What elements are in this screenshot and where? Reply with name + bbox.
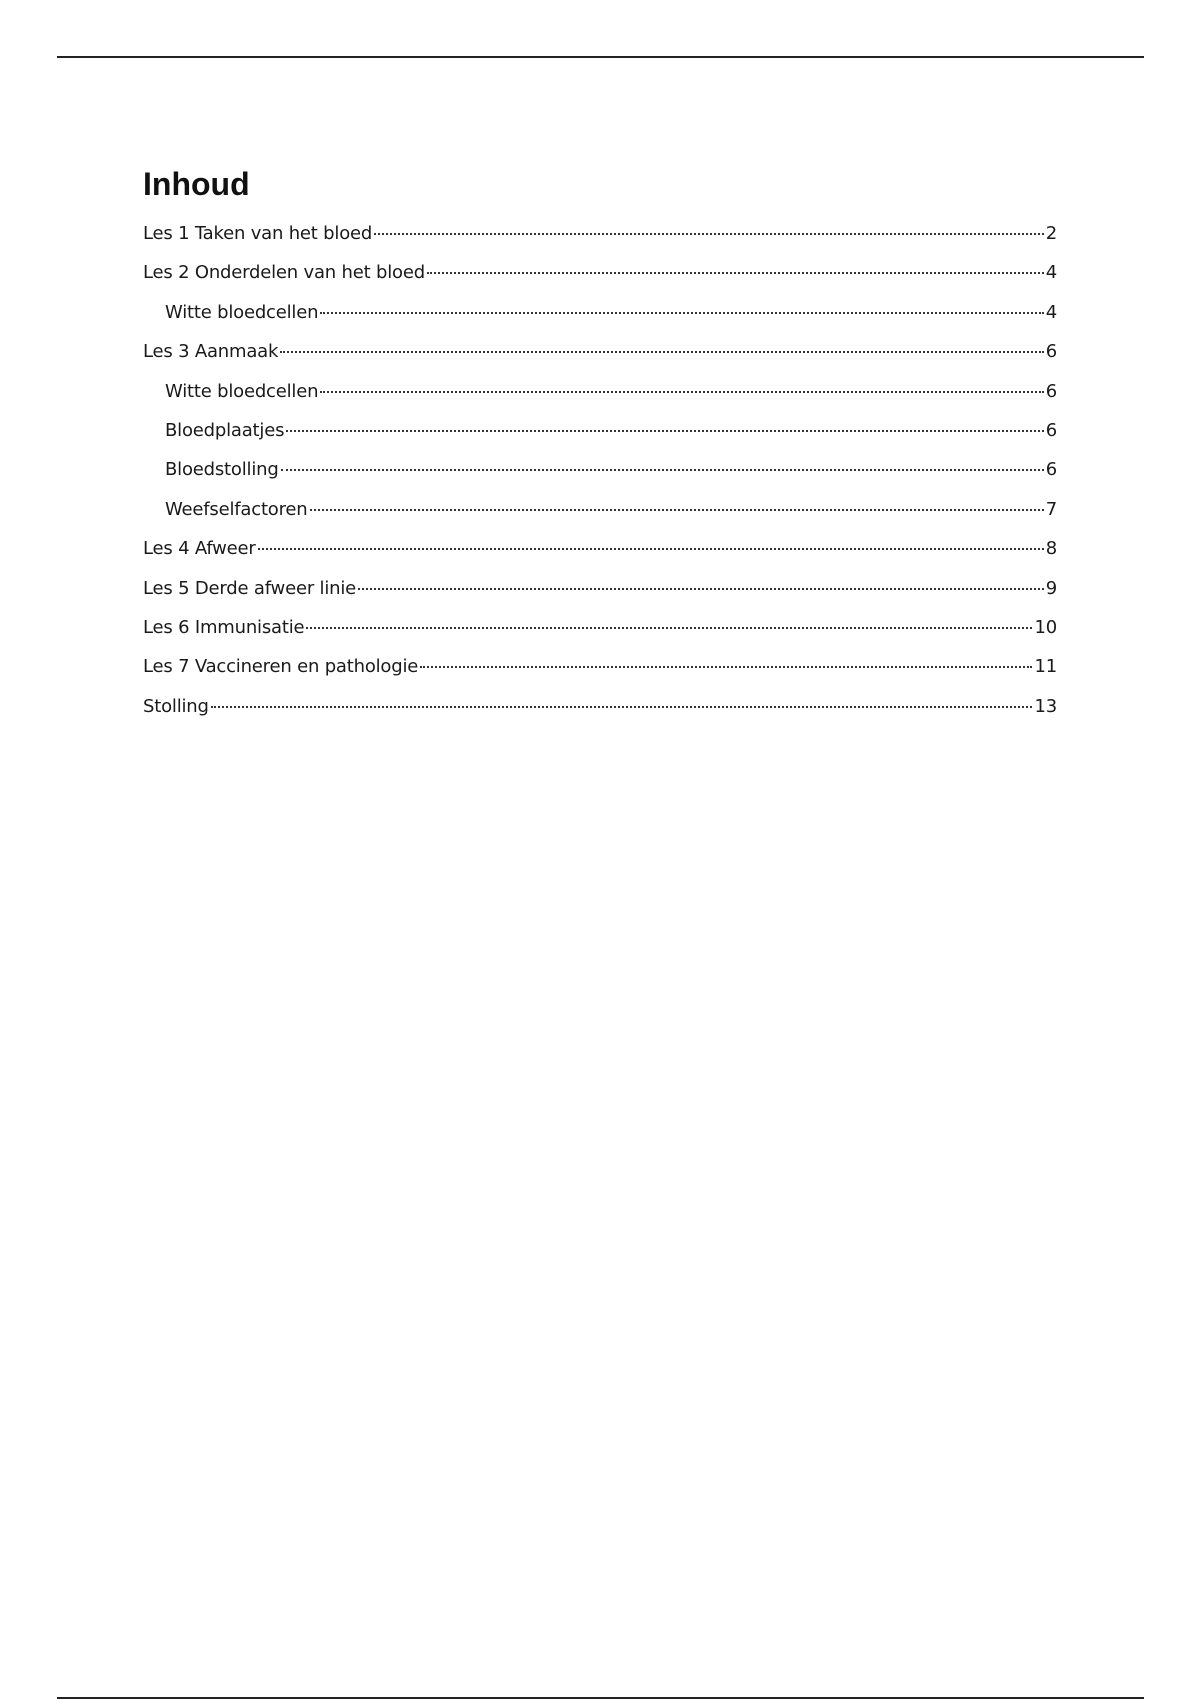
toc-entry[interactable] <box>143 496 1057 535</box>
dot-leader <box>374 233 1044 235</box>
toc-entry-page-number: 13 <box>1034 695 1057 717</box>
toc-entry[interactable] <box>143 220 1057 259</box>
toc-entry-page-number: 7 <box>1045 498 1057 520</box>
toc-entry[interactable] <box>143 693 1057 732</box>
dot-leader <box>286 430 1043 432</box>
dot-leader <box>358 588 1044 590</box>
toc-entry[interactable] <box>143 259 1057 298</box>
dot-leader <box>310 509 1044 511</box>
dot-leader <box>306 627 1032 629</box>
toc-entry-page-number: 6 <box>1045 459 1057 481</box>
toc-entry-page-number: 6 <box>1045 341 1057 363</box>
table-of-contents <box>143 220 1057 732</box>
toc-entry-page-number: 6 <box>1045 380 1057 402</box>
toc-entry-page-number: 2 <box>1045 223 1057 244</box>
toc-entry-label: Les 5 Derde afweer linie <box>143 577 357 599</box>
toc-entry-label: Les 2 Onderdelen van het bloed <box>143 262 425 284</box>
dot-leader <box>280 351 1044 353</box>
toc-entry[interactable] <box>143 653 1057 692</box>
toc-entry[interactable] <box>143 456 1057 495</box>
toc-entry[interactable] <box>143 417 1057 456</box>
toc-entry-page-number: 6 <box>1045 419 1057 441</box>
toc-entry[interactable] <box>143 575 1057 614</box>
toc-entry-label: Bloedstolling <box>165 459 279 481</box>
toc-entry-label: Les 6 Immunisatie <box>143 616 305 638</box>
toc-entry-page-number: 4 <box>1045 301 1057 323</box>
footer-rule <box>57 1697 1144 1699</box>
dot-leader <box>427 272 1044 274</box>
dot-leader <box>281 469 1044 471</box>
toc-entry-label: Les 1 Taken van het bloed <box>143 223 373 244</box>
toc-entry[interactable] <box>143 378 1057 417</box>
dot-leader <box>211 706 1033 708</box>
toc-entry[interactable] <box>143 338 1057 377</box>
toc-entry-page-number: 8 <box>1045 538 1057 560</box>
toc-entry-label: Weefselfactoren <box>165 498 308 520</box>
toc-entry-label: Les 7 Vaccineren en pathologie <box>143 656 419 678</box>
toc-entry[interactable] <box>143 299 1057 338</box>
toc-entry-page-number: 9 <box>1045 577 1057 599</box>
toc-entry-label: Les 3 Aanmaak <box>143 341 279 363</box>
page-title: Inhoud <box>143 166 250 202</box>
toc-entry-label: Stolling <box>143 695 209 717</box>
dot-leader <box>320 391 1043 393</box>
dot-leader <box>320 312 1043 314</box>
toc-entry-label: Bloedplaatjes <box>165 419 285 441</box>
toc-entry[interactable] <box>143 614 1057 653</box>
toc-entry[interactable] <box>143 535 1057 574</box>
toc-entry-label: Witte bloedcellen <box>165 301 319 323</box>
toc-entry-page-number: 4 <box>1045 262 1057 284</box>
toc-entry-page-number: 11 <box>1034 656 1057 678</box>
dot-leader <box>420 666 1032 668</box>
header-rule <box>57 56 1144 58</box>
toc-entry-page-number: 10 <box>1034 616 1057 638</box>
dot-leader <box>258 548 1044 550</box>
toc-entry-label: Witte bloedcellen <box>165 380 319 402</box>
toc-entry-label: Les 4 Afweer <box>143 538 256 560</box>
